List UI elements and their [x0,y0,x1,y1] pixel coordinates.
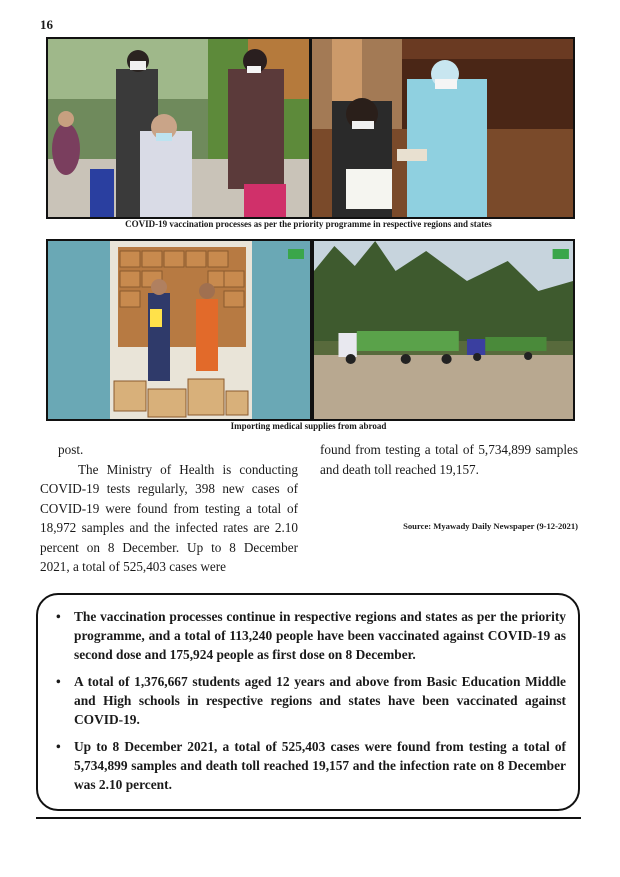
left-column [40,440,298,577]
summary-item-students [52,672,566,729]
summary-item-text: Up to 8 December 2021, a total of 525,403 cases were found from testing a total of 5,734,899 samples and death toll reached 19,157 and the infection rate on 8 December was 2.10 percent. [74,739,566,792]
death-toll-paragraph: found from testing a total of 5,734,899 samples and death toll reached 19,157. [320,442,578,477]
bullet-icon: • [56,739,61,754]
footer-rule [36,817,581,819]
right-column [320,440,578,479]
summary-box [36,593,580,811]
vaccination-photo-indoor [312,39,573,217]
supplies-photo-caption: Importing medical supplies from abroad [230,421,387,431]
vaccination-photo-outdoor [48,39,309,217]
summary-list [52,607,566,794]
summary-item-text: A total of 1,376,667 students aged 12 years and above from Basic Education Middle and High schools in respective regions and states have been vaccinated against COVID-19. [74,674,566,727]
supplies-container-photo [48,241,310,419]
bullet-icon: • [56,674,61,689]
source-credit: Source: Myawady Daily Newspaper (9-12-2021) [403,521,578,531]
medical-supplies-photo-row [46,239,575,421]
summary-item-vaccination [52,607,566,664]
post-line: post. [58,442,84,457]
vaccination-photo-row [46,37,575,219]
ministry-testing-paragraph: The Ministry of Health is conducting COVID-19 tests regularly, 398 new cases of COVID-19 were found from testing a total of 18,972 samples and the infected rates are 2.10 percent on 8 December. Up to 8 December 2021, a total of 525,403 cases were [40,461,298,574]
vaccination-photo-caption: COVID-19 vaccination processes as per the priority programme in respective regions and states [125,219,492,229]
bullet-icon: • [56,609,61,624]
page-number: 16 [40,17,53,32]
supplies-trucks-photo [314,241,573,419]
summary-item-text: The vaccination processes continue in respective regions and states as per the priority programme, and a total of 113,240 people have been vaccinated against COVID-19 as second dose and 175,924 people as first dose on 8 December. [74,609,566,662]
summary-item-cases [52,737,566,794]
